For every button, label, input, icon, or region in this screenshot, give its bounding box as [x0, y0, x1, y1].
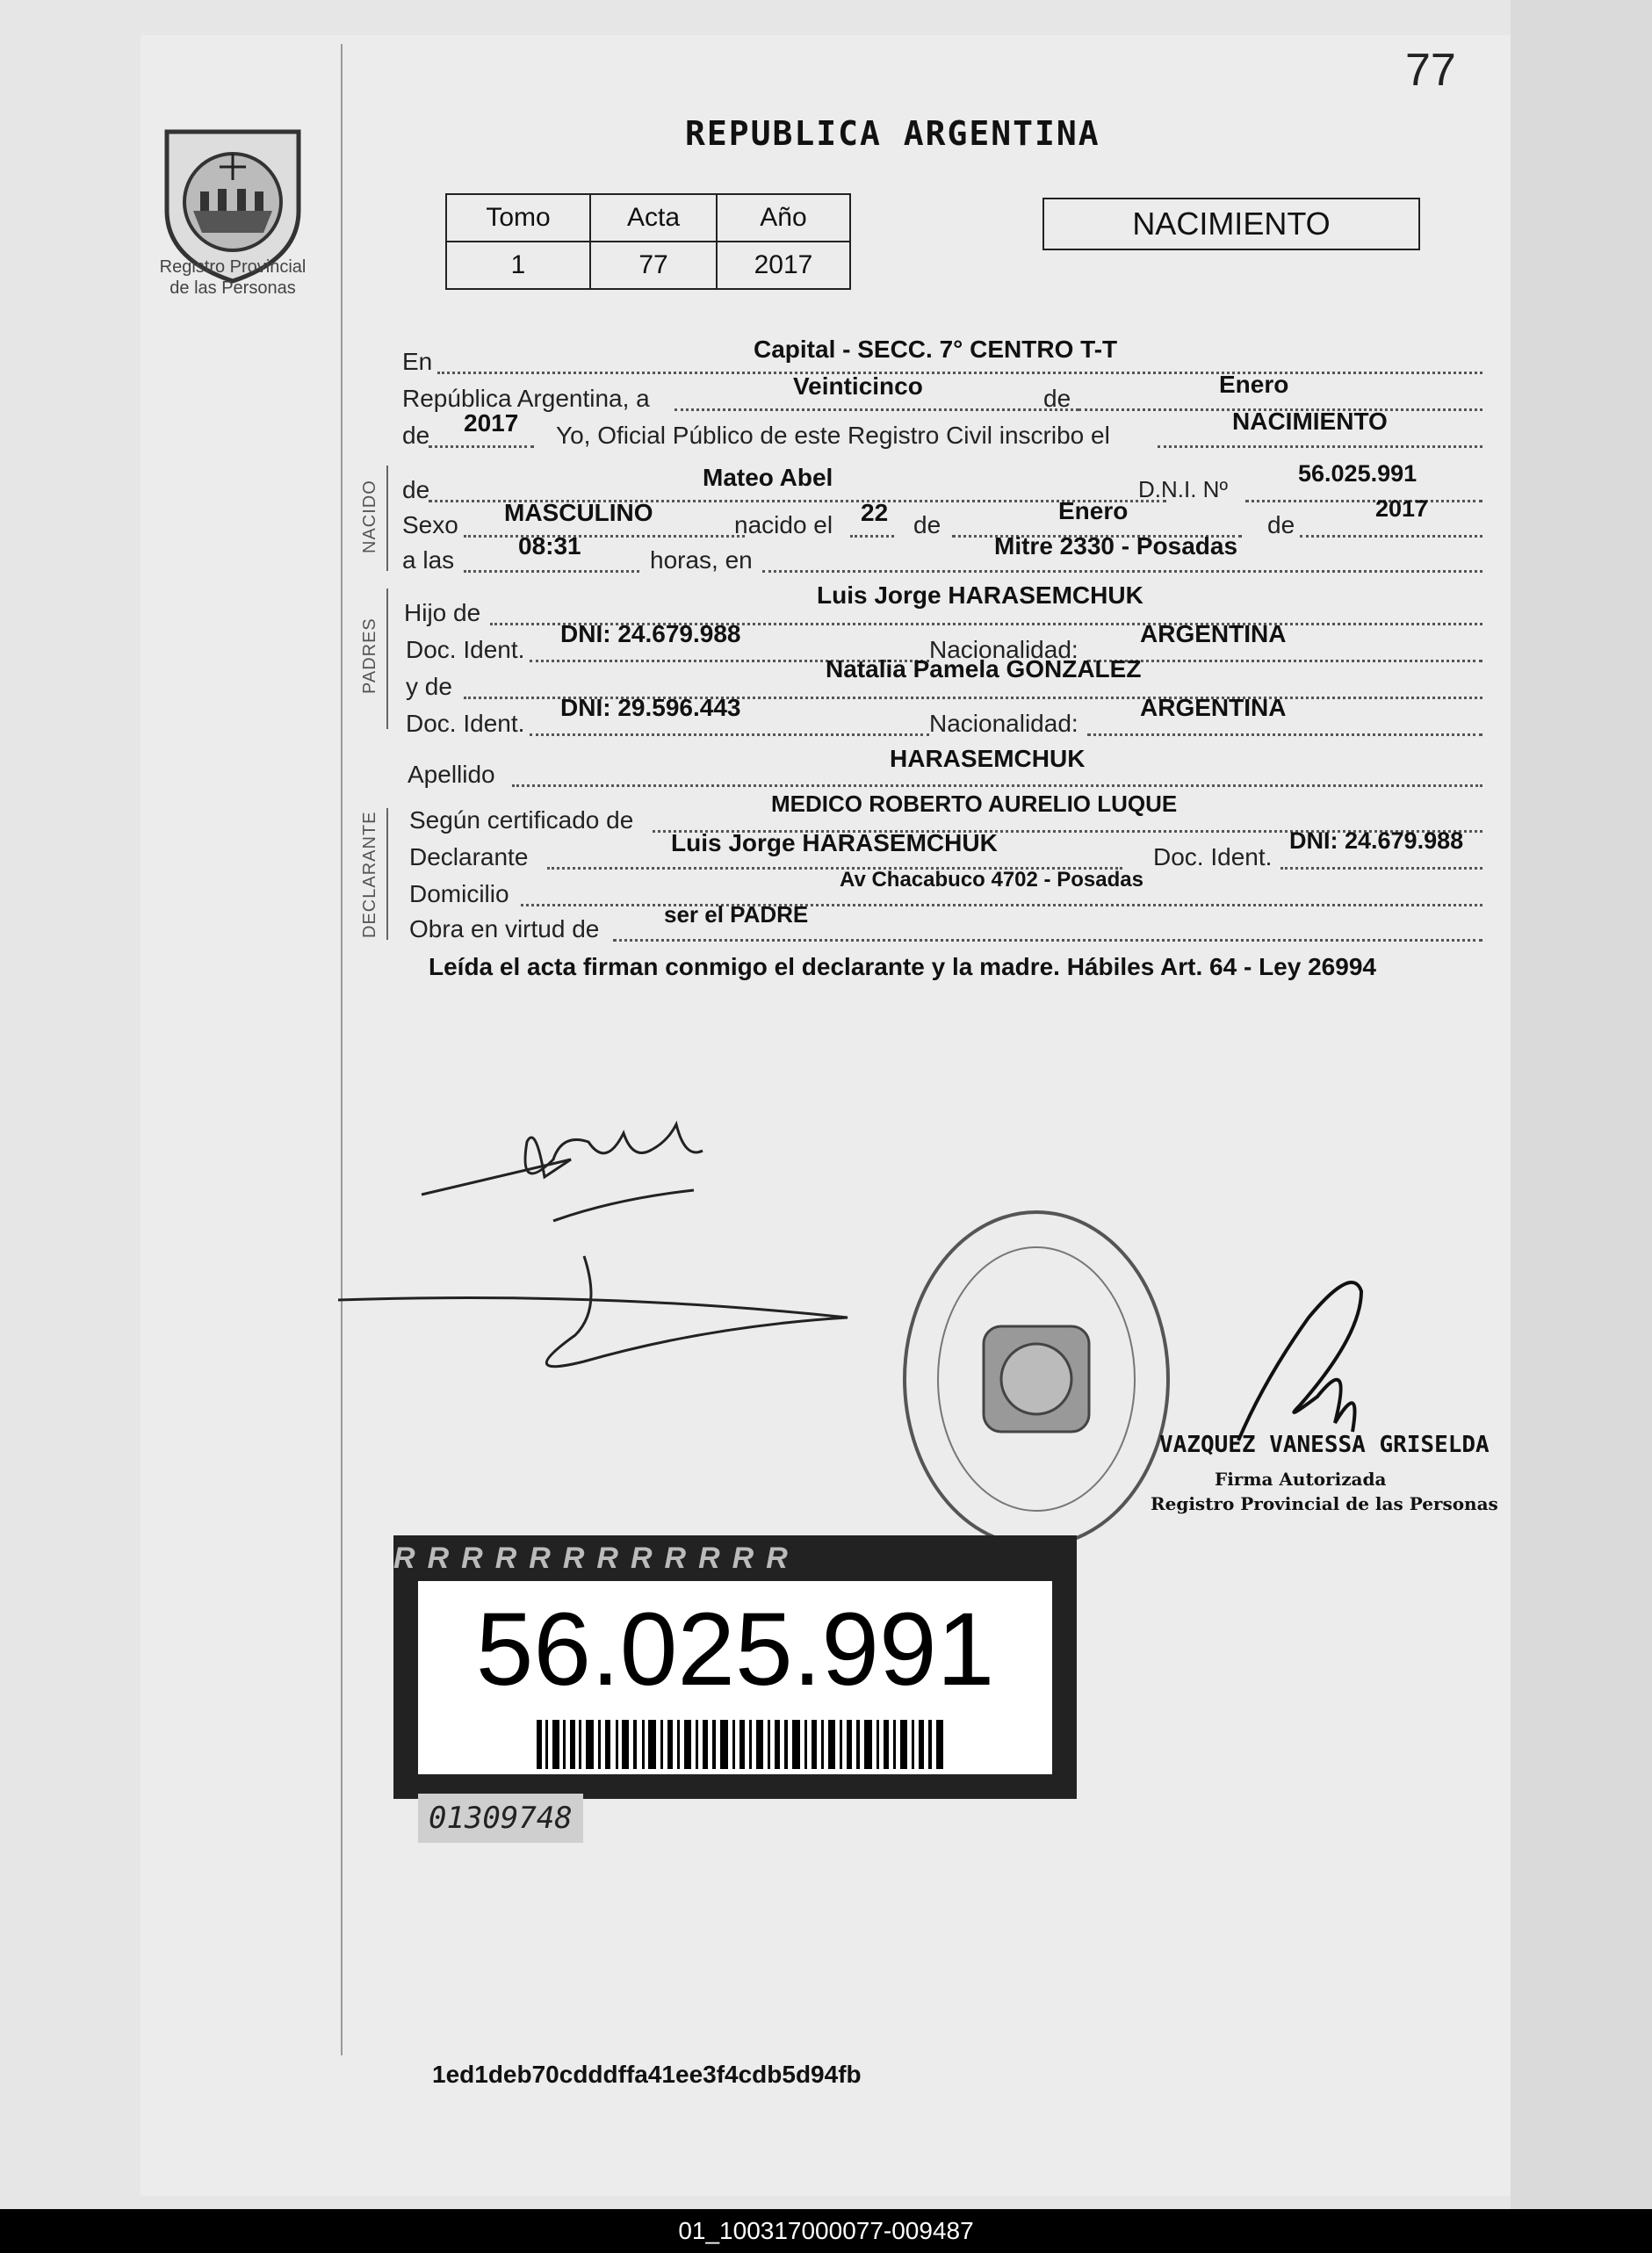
acta-value: 77 [590, 242, 717, 289]
apellido-value: HARASEMCHUK [890, 745, 1086, 772]
inscribo-value: NACIMIENTO [1232, 408, 1388, 435]
field-inscripcion: de 2017 Yo, Oficial Público de este Registro Civil inscribo el NACIMIENTO [402, 416, 1482, 451]
declarante-value: Luis Jorge HARASEMCHUK [671, 829, 998, 856]
nacimiento-dia-value: 22 [861, 499, 889, 526]
nacimiento-mes-value: Enero [1058, 497, 1129, 524]
official-organization: Registro Provincial de las Personas [1151, 1493, 1498, 1514]
field-certificado: Según certificado de MEDICO ROBERTO AURELIO LUQUE [402, 801, 1482, 836]
tomo-header: Tomo [446, 194, 590, 242]
tomo-value: 1 [446, 242, 590, 289]
lugar-nacimiento-value: Mitre 2330 - Posadas [994, 532, 1238, 560]
logo-caption: Registro Provincial de las Personas [159, 257, 307, 298]
side-label-declarante: DECLARANTE [360, 811, 379, 938]
mes-value: Enero [1219, 371, 1289, 398]
underlying-page-edge [1511, 0, 1652, 2209]
field-padre-doc: Doc. Ident. DNI: 24.679.988 Nacionalidad: ARGENTINA [402, 631, 1482, 666]
lugar-inscripcion-value: Capital - SECC. 7° CENTRO T-T [754, 336, 1118, 363]
field-nombre: de Mateo Abel D.N.I. Nº 56.025.991 [402, 471, 1482, 506]
domicilio-value: Av Chacabuco 4702 - Posadas [840, 868, 1143, 892]
mother-signature-icon [338, 1247, 865, 1379]
field-fecha: República Argentina, a Veinticinco de Enero [402, 379, 1482, 415]
nacido-separator [386, 466, 388, 571]
barcode-icon [537, 1720, 949, 1769]
padre-value: Luis Jorge HARASEMCHUK [817, 581, 1143, 609]
document-title: REPUBLICA ARGENTINA [685, 114, 1100, 153]
field-sexo: Sexo MASCULINO nacido el 22 de Enero de 2017 [402, 506, 1482, 541]
document-hash: 1ed1deb70cdddffa41ee3f4cdb5d94fb [432, 2061, 862, 2088]
madre-value: Natalia Pamela GONZALEZ [826, 655, 1142, 682]
side-label-padres: PADRES [360, 617, 379, 694]
nacimiento-anio-value: 2017 [1375, 495, 1429, 522]
field-apellido: Apellido HARASEMCHUK [402, 755, 1482, 791]
field-obra: Obra en virtud de ser el PADRE [402, 910, 1482, 945]
obra-value: ser el PADRE [664, 901, 809, 928]
madre-nacionalidad-value: ARGENTINA [1140, 694, 1287, 721]
official-role: Firma Autorizada [1215, 1469, 1387, 1490]
declarant-signature-icon [413, 1107, 729, 1238]
padre-doc-value: DNI: 24.679.988 [560, 620, 741, 647]
acta-header: Acta [590, 194, 717, 242]
official-name: VAZQUEZ VANESSA GRISELDA [1159, 1432, 1490, 1458]
id-label-face [418, 1581, 1052, 1774]
padres-separator [386, 589, 388, 729]
record-kind-box: NACIMIENTO [1042, 198, 1420, 250]
field-padre: Hijo de Luis Jorge HARASEMCHUK [402, 594, 1482, 629]
id-number: 56.025.991 [475, 1592, 995, 1708]
serial-number: 01309748 [418, 1794, 583, 1843]
nombre-value: Mateo Abel [703, 464, 833, 491]
field-madre: y de Natalia Pamela GONZALEZ [402, 668, 1482, 703]
dni-value: 56.025.991 [1298, 460, 1418, 487]
record-table [445, 193, 851, 290]
field-domicilio: Domicilio Av Chacabuco 4702 - Posadas [402, 875, 1482, 910]
padre-nacionalidad-value: ARGENTINA [1140, 620, 1287, 647]
margin-rule [341, 44, 343, 2055]
declarante-doc-value: DNI: 24.679.988 [1289, 827, 1464, 854]
side-label-nacido: NACIDO [360, 480, 379, 553]
field-en: En Capital - SECC. 7° CENTRO T-T [402, 343, 1482, 378]
dia-value: Veinticinco [793, 372, 923, 400]
security-band: RRRRRRRRRRRR [393, 1542, 800, 1575]
sexo-value: MASCULINO [504, 499, 653, 526]
field-madre-doc: Doc. Ident. DNI: 29.596.443 Nacionalidad: ARGENTINA [402, 704, 1482, 740]
anio-value: 2017 [717, 242, 850, 289]
anio-header: Año [717, 194, 850, 242]
id-label [393, 1535, 1077, 1799]
closing-note: Leída el acta firman conmigo el declarante y la madre. Hábiles Art. 64 - Ley 26994 [429, 953, 1376, 980]
anio-inscripcion-value: 2017 [464, 409, 519, 437]
footer-file-id: 01_100317000077-009487 [0, 2209, 1652, 2253]
field-hora-lugar: a las 08:31 horas, en Mitre 2330 - Posadas [402, 541, 1482, 576]
official-stamp-icon [896, 1203, 1177, 1555]
official-signature-icon [1212, 1247, 1475, 1449]
madre-doc-value: DNI: 29.596.443 [560, 694, 741, 721]
declarante-separator [386, 808, 388, 940]
field-declarante: Declarante Luis Jorge HARASEMCHUK Doc. Ident. DNI: 24.679.988 [402, 838, 1482, 873]
page-number: 77 [1405, 45, 1456, 96]
certificado-value: MEDICO ROBERTO AURELIO LUQUE [771, 791, 1178, 817]
hora-value: 08:31 [518, 532, 581, 560]
